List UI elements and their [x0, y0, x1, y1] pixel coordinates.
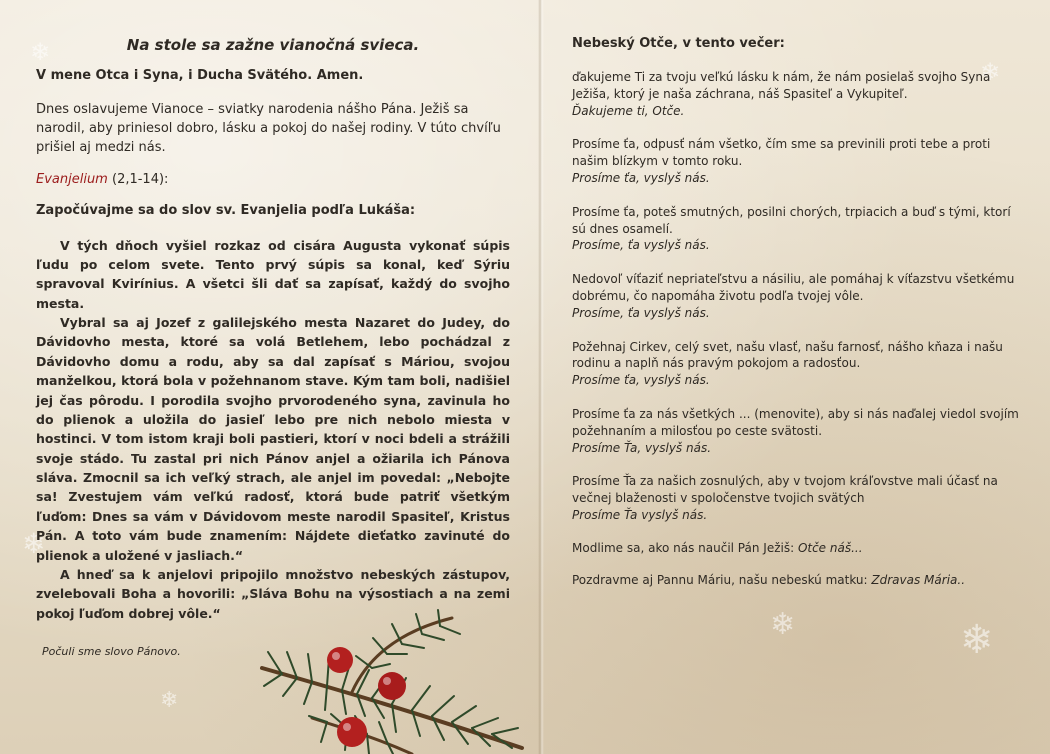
snowflake-icon: ❄	[980, 58, 1001, 86]
christmas-ornament-icon	[337, 717, 367, 747]
snowflake-icon: ❄	[960, 617, 994, 663]
petition	[572, 406, 1026, 456]
petition	[572, 69, 1026, 119]
christmas-ornament-icon	[327, 647, 353, 673]
petition-response: Prosíme ťa, vyslyš nás.	[572, 170, 710, 185]
lords-prayer-lead: Modlime sa, ako nás naučil Pán Ježiš:	[572, 540, 798, 555]
snowflake-icon: ❄	[22, 527, 46, 560]
gospel-reading	[36, 236, 510, 624]
petition-response: Prosíme, ťa vyslyš nás.	[572, 238, 710, 253]
lords-prayer-title: Otče náš...	[797, 540, 863, 555]
petition	[572, 271, 1026, 321]
petition-response: Prosíme ťa, vyslyš nás.	[572, 373, 710, 388]
invocation: V mene Otca i Syna, i Ducha Svätého. Amen.	[36, 68, 364, 83]
petition-text: ďakujeme Ti za tvoju veľkú lásku k nám, že nám posielaš svojho Syna Ježiša, ktorý je naša záchrana, náš Spasiteľ a Vykupiteľ.	[572, 70, 991, 101]
petition-text: Prosíme Ťa za našich zosnulých, aby v tvojom kráľovstve mali účasť na večnej blaženosti v spoločenstve tvojich svätých	[572, 474, 998, 506]
intro-paragraph: Dnes oslavujeme Vianoce – sviatky narodenia nášho Pána. Ježiš sa narodil, aby priniesol dobro, lásku a pokoj do našej rodiny. V túto chvíľu prišiel aj medzi nás.	[36, 102, 501, 155]
hail-mary-title: Zdravas Mária..	[871, 572, 966, 587]
reading-paragraph: A hneď sa k anjelovi pripojilo množstvo nebeských zástupov, zvelebovali Boha a hovorili: „Sláva Bohu na výsostiach a na zemi pokoj ľuďom dobrej vôle.“	[36, 566, 510, 621]
petition	[572, 136, 1026, 186]
christmas-ornament-icon	[378, 672, 406, 700]
petition-response: Ďakujeme ti, Otče.	[572, 103, 685, 118]
petition-text: Prosíme ťa, poteš smutných, posilni chorých, trpiacich a buď s tými, ktorí sú dnes osamelí.	[572, 204, 1011, 236]
petition-response: Prosíme Ťa vyslyš nás.	[572, 507, 708, 522]
snowflake-icon: ❄	[160, 688, 179, 713]
closing-line: Počuli sme slovo Pánovo.	[42, 645, 181, 659]
petition-text: Požehnaj Cirkev, celý svet, našu vlasť, našu farnosť, nášho kňaza i našu rodinu a naplň nás pravým pokojom a radosťou.	[572, 339, 1003, 371]
right-page	[540, 0, 1050, 754]
petition-text: Prosíme ťa, odpusť nám všetko, čím sme sa previnili proti tebe a proti našim blízkym v tomto roku.	[572, 137, 991, 169]
gospel-verse: (2,1-14):	[107, 171, 169, 187]
reading-paragraph: Vybral sa aj Jozef z galilejského mesta Nazaret do Judey, do Dávidovho mesta, ktoré sa volá Betlehem, lebo pochádzal z Dávidovho domu a rodu, aby sa dal zapísať s Máriou, svojou manželkou, ktorá bola v požehnanom stave. Kým tam boli, nadišiel jej čas pôrodu. I porodila svojho prvorodeného syna, zavinula ho do plienok a uložila do jasieľ lebo pre nich nebolo miesta v hostinci. V tom istom kraji boli pastieri, ktorí v noci bdeli a strážili svoje stádo. Tu zastal pri nich Pánov anjel a ožiarila ich Pánova sláva. Zmocnil sa ich veľký strach, ale anjel im povedal: „Nebojte sa! Zvestujem vám veľkú radosť, ktorá bude patriť všetkým ľuďom: Dnes sa vám v Dávidovom meste narodil Spasiteľ, Kristus Pán. A toto vám bude znamením: Nájdete dieťatko zavinuté do plienok a uložené v jasliach.“	[36, 315, 510, 563]
prayer-title: Nebeský Otče, v tento večer:	[572, 36, 785, 51]
reading-paragraph: V tých dňoch vyšiel rozkaz od cisára Augusta vykonať súpis ľudu po celom svete. Tento prvý súpis sa konal, keď Sýriu spravoval Kvirínius. A všetci šli dať sa zapísať, každý do svojho mesta.	[36, 237, 510, 311]
petition-response: Prosíme Ťa, vyslyš nás.	[572, 440, 712, 455]
petition	[572, 339, 1026, 389]
petition-text: Nedovoľ víťaziť nepriateľstvu a násiliu, ale pomáhaj k víťazstvu všetkému dobrému, čo napomáha životu podľa tvojej vôle.	[572, 272, 1015, 303]
petition-text: Prosíme ťa za nás všetkých ... (menovite), aby si nás naďalej viedol svojím požehnaním a milosťou po ceste svätosti.	[572, 406, 1019, 438]
petition-response: Prosíme, ťa vyslyš nás.	[572, 305, 710, 320]
petition	[572, 204, 1026, 254]
gospel-intro: Započúvajme sa do slov sv. Evanjelia podľa Lukáša:	[36, 202, 416, 218]
hail-mary-line	[572, 573, 1026, 587]
lords-prayer-line	[572, 541, 1026, 555]
snowflake-icon: ❄	[30, 38, 51, 66]
page-title: Na stole sa zažne vianočná svieca.	[126, 36, 420, 54]
gospel-word: Evanjelium	[36, 171, 108, 187]
hail-mary-lead: Pozdravme aj Pannu Máriu, našu nebeskú matku:	[572, 572, 872, 587]
pine-branch-with-ornaments-image	[252, 608, 532, 754]
snowflake-icon: ❄	[770, 607, 796, 642]
petition	[572, 473, 1026, 523]
gospel-reference	[36, 172, 510, 187]
